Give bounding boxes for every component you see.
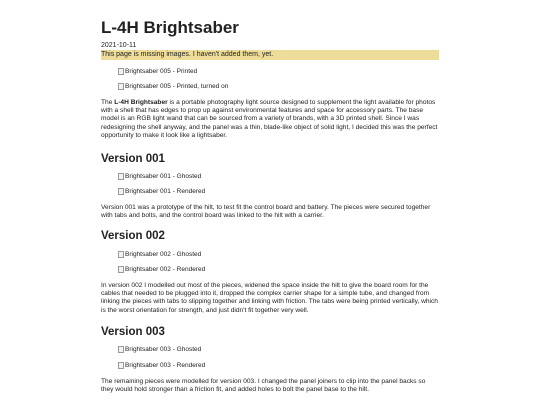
post-date: 2021-10-11 bbox=[101, 42, 137, 49]
broken-image-icon bbox=[118, 173, 124, 180]
section-paragraph: Version 001 was a prototype of the hilt, to test fit the control board and battery. The pieces were secured together with tabs and bolts, and the control board was linked to the hilt with a carrier. bbox=[101, 204, 431, 220]
image-alt-text: Brightsaber 002 - Rendered bbox=[125, 266, 206, 273]
page-title: L-4H Brightsaber bbox=[101, 18, 239, 37]
image-alt-text: Brightsaber 001 - Ghosted bbox=[125, 173, 202, 180]
product-name: L-4H Brightsaber bbox=[114, 99, 168, 106]
image-placeholder bbox=[118, 250, 201, 259]
image-alt-text: Brightsaber 003 - Rendered bbox=[125, 362, 206, 369]
broken-image-icon bbox=[118, 362, 124, 369]
intro-text: The bbox=[101, 99, 115, 106]
intro-text: is a portable photography light source designed to supplement the light available for photos with a shell that has edges to prop up against environmental features and space for accessory parts. The base model is an RGB light wand that can be sourced from a variety of brands, with a 3D printed shell. Since I was redesigning the shell anyway, and the panel was a thin, blade-like object of solid light, I decided this was the perfect opportunity to make it look like a lightsaber. bbox=[101, 99, 438, 139]
image-alt-text: Brightsaber 002 - Ghosted bbox=[125, 251, 202, 258]
broken-image-icon bbox=[118, 266, 124, 273]
image-placeholder bbox=[118, 345, 201, 354]
image-placeholder bbox=[118, 82, 228, 91]
image-placeholder bbox=[118, 187, 205, 196]
section-heading: Version 001 bbox=[101, 153, 165, 165]
broken-image-icon bbox=[118, 188, 124, 195]
image-placeholder bbox=[118, 361, 205, 370]
section-heading: Version 002 bbox=[101, 230, 165, 242]
section-paragraph: In version 002 I modelled out most of the pieces, widened the space inside the hilt to give the board room for the cables that needed to be plugged into it, dropped the complex carrier shape for a simple tube, and changed from linking the pieces with tabs to slipping together and linking with friction. The tabs were being printed vertically, which is the worst orientation for strength, and just didn't fit together very well. bbox=[101, 282, 438, 314]
image-alt-text: Brightsaber 003 - Ghosted bbox=[125, 346, 202, 353]
image-placeholder bbox=[118, 265, 205, 274]
image-placeholder bbox=[118, 172, 201, 181]
broken-image-icon bbox=[118, 251, 124, 258]
image-placeholder bbox=[118, 67, 197, 76]
section-paragraph: The remaining pieces were modelled for version 003. I changed the panel joiners to clip into the panel backs so they would hold stronger than a friction fit, and added holes to bolt the panel base to the hilt. bbox=[101, 378, 426, 394]
image-alt-text: Brightsaber 001 - Rendered bbox=[125, 188, 206, 195]
section-heading: Version 003 bbox=[101, 326, 165, 338]
image-alt-text: Brightsaber 005 - Printed, turned on bbox=[125, 83, 229, 90]
missing-images-notice: This page is missing images. I haven't added them, yet. bbox=[101, 50, 439, 60]
intro-paragraph bbox=[101, 99, 439, 140]
broken-image-icon bbox=[118, 83, 124, 90]
broken-image-icon bbox=[118, 346, 124, 353]
image-alt-text: Brightsaber 005 - Printed bbox=[125, 68, 198, 75]
broken-image-icon bbox=[118, 68, 124, 75]
